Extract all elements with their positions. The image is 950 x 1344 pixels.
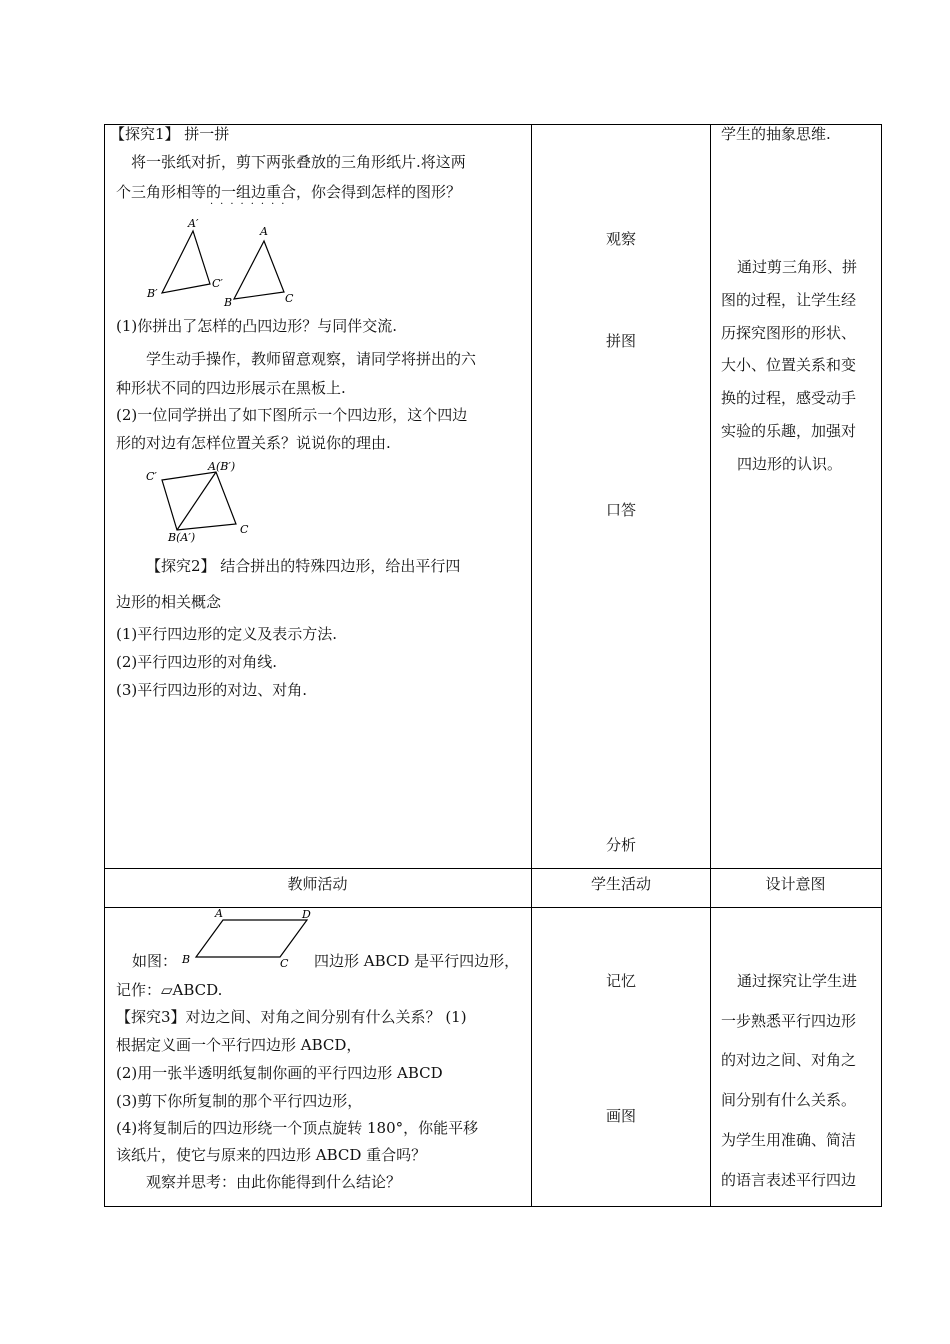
intent-line-0: 学生的抽象思维. (721, 125, 831, 143)
explore3-line2: 根据定义画一个平行四边形 ABCD， (116, 1036, 362, 1054)
student-activity-assemble: 拼图 (605, 332, 636, 350)
concept-item-3: (3)平行四边形的对边、对角. (116, 681, 308, 699)
intent-bottom-line-1: 通过探究让学生进 (737, 972, 858, 990)
table-bottom-border (104, 1206, 882, 1207)
label-c: C (285, 292, 294, 305)
student-activity-draw: 画图 (605, 1107, 636, 1125)
emphasis-dots: ········ (210, 199, 292, 210)
intent-bottom-line-2: 一步熟悉平行四边形 (721, 1012, 857, 1030)
table-right-border (881, 124, 882, 1207)
label-b-3: B (182, 953, 191, 966)
rule-prefix: 如图： (132, 952, 178, 970)
combined-quadrilateral-figure (140, 458, 260, 544)
explore3-line7: 观察并思考：由此你能得到什么结论？ (146, 1173, 402, 1191)
label-c-prime-2: C′ (146, 470, 157, 483)
question-2-line1: (2)一位同学拼出了如下图所示一个四边形，这个四边 (116, 406, 468, 424)
explore3-line5: (4)将复制后的四边形绕一个顶点旋转 180°，你能平移 (116, 1119, 479, 1137)
student-activity-memorize: 记忆 (605, 972, 636, 990)
intent-line-7: 四边形的认识。 (737, 455, 843, 473)
rule-statement: 四边形 ABCD 是平行四边形， (314, 952, 520, 970)
explore3-line6: 该纸片，使它与原来的四边形 ABCD 重合吗？ (116, 1146, 427, 1164)
header-teacher-activity: 教师活动 (287, 875, 348, 893)
intent-line-3: 历探究图形的形状、 (721, 324, 857, 342)
intent-line-6: 实验的乐趣，加强对 (721, 422, 857, 440)
student-activity-analyze: 分析 (605, 836, 636, 854)
intent-bottom-line-5: 为学生用准确、简洁 (721, 1131, 857, 1149)
intent-line-1: 通过剪三角形、拼 (737, 258, 858, 276)
label-a-prime: A′ (188, 217, 199, 230)
concept-item-1: (1)平行四边形的定义及表示方法. (116, 625, 338, 643)
two-triangles-figure (140, 214, 310, 309)
student-activity-observe: 观察 (605, 230, 636, 248)
question-1-note-line2: 种形状不同的四边形展示在黑板上. (116, 379, 346, 397)
intent-bottom-line-4: 间分别有什么关系。 (721, 1091, 857, 1109)
question-2-line2: 形的对边有怎样位置关系？说说你的理由. (116, 434, 391, 452)
label-c-3: C (280, 957, 289, 970)
header-design-intent: 设计意图 (765, 875, 826, 893)
intent-bottom-line-6: 的语言表述平行四边 (721, 1171, 857, 1189)
intent-bottom-line-3: 的对边之间、对角之 (721, 1051, 857, 1069)
label-a-3: A (215, 907, 223, 920)
table-col-divider-1 (531, 124, 532, 1207)
label-b-a-prime: B(A′) (168, 531, 196, 544)
question-1: (1)你拼出了怎样的凸四边形？与同伴交流. (116, 317, 398, 335)
intent-line-4: 大小、位置关系和变 (721, 356, 857, 374)
explore1-text-line2: 个三角形相等的一组边重合，你会得到怎样的图形？ (116, 183, 462, 201)
explore3-line3: (2)用一张半透明纸复制你画的平行四边形 ABCD (116, 1064, 443, 1082)
table-row-divider-1 (104, 868, 882, 869)
explore1-title: 【探究1】 拼一拼 (110, 125, 230, 143)
table-left-border (104, 124, 105, 1207)
explore3-line1: 【探究3】对边之间、对角之间分别有什么关系？ (1) (116, 1008, 467, 1026)
explore1-text-line1: 将一张纸对折，剪下两张叠放的三角形纸片.将这两 (131, 153, 466, 171)
table-col-divider-2 (710, 124, 711, 1207)
label-a-b-prime: A(B′) (208, 460, 236, 473)
parallelogram-abcd-figure (176, 906, 321, 970)
label-c-2: C (240, 523, 249, 536)
label-a: A (260, 225, 268, 238)
concept-item-2: (2)平行四边形的对角线. (116, 653, 278, 671)
label-d-3: D (302, 908, 311, 921)
label-b: B (224, 296, 233, 309)
rule-notation: 记作：▱ABCD. (116, 981, 223, 999)
header-student-activity: 学生活动 (590, 875, 651, 893)
explore3-line4: (3)剪下你所复制的那个平行四边形， (116, 1092, 363, 1110)
intent-line-2: 图的过程，让学生经 (721, 291, 857, 309)
label-c-prime: C′ (212, 277, 223, 290)
label-b-prime: B′ (147, 287, 158, 300)
intent-line-5: 换的过程，感受动手 (721, 389, 857, 407)
question-1-note-line1: 学生动手操作，教师留意观察，请同学将拼出的六 (146, 350, 477, 368)
explore2-line2: 边形的相关概念 (116, 593, 222, 611)
explore2-line1: 【探究2】 结合拼出的特殊四边形，给出平行四 (146, 557, 461, 575)
student-activity-answer: 口答 (605, 501, 636, 519)
